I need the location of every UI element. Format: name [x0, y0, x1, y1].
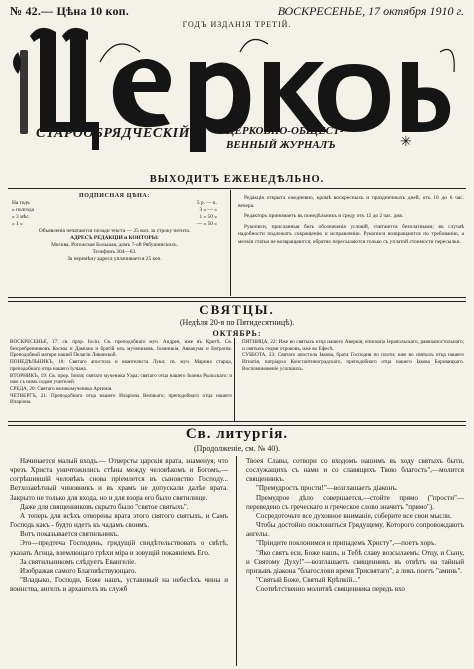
article-paragraph: Это—предтеча Господень, грядущій свидѣтельствовать о свѣтѣ, указать Агнца, вземлющаго грѣхи міра и зовущій покаяніемъ Его.: [10, 539, 228, 557]
note-paragraph: Рукописи, присланныя безъ обозначенія условій, считаются безплатными; въ случаѣ надобности подлежатъ сокращенію и исправленію. Рукописи возвращаются по требованію, а мелкія статьи не возвращаются; обратно пересылаются только съ уплатой стоимости пересылки.: [238, 223, 464, 245]
ads-price: Объявленія печатаются позади текста — 25 коп. за строку петита.: [38, 228, 191, 234]
frequency-line: ВЫХОДИТЪ ЕЖЕНЕДѢЛЬНО.: [149, 174, 325, 185]
article-left-column: [10, 457, 228, 594]
article-subtitle: (Продолженіе, см. № 40).: [193, 444, 281, 453]
address-change-fee: За перемѣну адреса уплачивается 25 коп.: [67, 256, 162, 262]
masthead-subtitle-3: ВЕННЫЙ ЖУРНАЛЪ: [226, 139, 336, 151]
row-value: 3 » — »: [199, 207, 217, 213]
subscription-box: [12, 193, 217, 263]
divider: [8, 188, 466, 189]
article-paragraph: Сосредоточьте все духовное вниманіе, соберите все свои мысли.: [256, 511, 452, 520]
article-paragraph: "Яко святъ еси, Боже нашъ, и Тебѣ славу возсылаемъ: Отцу, и Сыну, и Святому Духу!"—возглашаетъ священникъ въ отвѣтъ на тайный призывъ діакона "благослови время Трисвятаго", а ликъ поетъ "аминь".: [246, 548, 464, 575]
article-paragraph: За святильникомъ слѣдуетъ Евангеліе.: [20, 557, 137, 566]
subscription-row: [12, 214, 217, 221]
note-paragraph: Редакція открыта ежедневно, кромѣ воскресныхъ и праздничныхъ дней, отъ 10 до 6 час. вечера.: [238, 195, 464, 209]
article-paragraph: Твоея Славы, сотвори со входомъ нашимъ въ ходу святыхъ быти, сослужащихъ съ нами и со славящихъ Твою благость",—молится священникъ.: [246, 457, 464, 484]
calendar-entry: ПЯТНИЦА, 22: Иже во святыхъ отца нашего Аверкія, епископа Іерапольскаго, равноапостольнаго; и святыхъ седми отроковъ, иже во Ефесѣ.: [242, 339, 464, 352]
note-paragraph: Редакторъ принимаетъ въ понедѣльникъ и среду отъ 12 до 2 час. дня.: [244, 213, 404, 220]
article-paragraph: Чтобы достойно поклониться Грядущему, Которого сопровождаютъ ангелы.: [246, 521, 464, 539]
article-paragraph: Даже для священниковъ скрыто было "святое святыхъ".: [20, 502, 189, 511]
article-right-column: [246, 457, 464, 594]
masthead-subtitle-1: СТАРООБРЯДЧЕСКІЙ: [36, 126, 190, 141]
article-paragraph: А теперь для всѣхъ отворены врата этого святого святыхъ, и Самъ Господь какъ - будто идетъ къ чадамъ своимъ.: [10, 511, 228, 530]
calendar-entry: СУББОТА, 23: Святаго апостола Іакова, брата Господня по плоти; иже во святыхъ отца нашего Игнатія, патріарха Константиноградскаго, преподобнаго отца нашего Іакова Боровицкаго. Воспоминовеніе усопшихъ.: [242, 352, 464, 372]
ornament-icon: ✳: [400, 135, 412, 150]
subscription-rows: [12, 200, 217, 228]
column-divider: [230, 190, 231, 296]
article-paragraph: Изображая самого Благовѣствующаго.: [20, 566, 137, 575]
masthead-subtitle-2: ЦЕРКОВНО-ОБЩЕСТ-: [226, 125, 344, 137]
article-paragraph: "Пріидите поклонимся и припадемъ Христу",—поетъ хоръ.: [256, 539, 437, 548]
calendar-right-column: [242, 339, 464, 373]
article-paragraph: Премудрое дѣло совершается,—стойте прямо ("прости"—переведено съ греческаго и греческое слово значитъ "прямо").: [246, 493, 464, 511]
calendar-entry: ПОНЕДѢЛЬНИКЪ, 18: Святаго апостола и евангелиста Луки; св. муч. Марина старца, преподобнаго отца нашего Іуліана.: [10, 359, 232, 372]
calendar-month: ОКТЯБРЬ:: [212, 329, 262, 338]
calendar-subtitle: (Недѣля 20-я по Пятидесятницѣ).: [179, 318, 295, 327]
publication-year: ГОДЪ ИЗДАНІЯ ТРЕТІЙ.: [182, 20, 292, 29]
subscription-title: ПОДПИСНАЯ ЦѢНА:: [79, 193, 150, 199]
article-paragraph: "Святый Боже, Святый Крѣпкій...": [256, 576, 361, 585]
article-paragraph: Соотвѣтственно молитвѣ священника передъ вхо: [256, 585, 405, 594]
row-value: — » 50 »: [196, 221, 217, 227]
calendar-entry: СРЕДА, 20: Святаго великомученика Артемія.: [10, 385, 113, 392]
calendar-entry: ВОСКРЕСЕНЬЕ, 17: св. прор. Іосіи. Св. преподобнаго муч. Андрея, иже въ Критѣ. Св. безсребренниковъ Космы и Даміана и братій ихъ мучениковъ. Іоанникія, Аввакума и Евтропія. Преподобной матери нашей Пелагіи Ливанской.: [10, 339, 232, 359]
column-divider: [236, 456, 237, 666]
row-label: » 1 »: [12, 221, 23, 227]
calendar-entry: ВТОРНИКЪ, 19: Св. прор. Іоиля; святаго мученика Уара; святаго отца нашего Іоанна Рыльскаго; и иже съ нимъ седми учителей.: [10, 372, 232, 386]
article-paragraph: "Владыко, Господи, Боже нашъ, уставивый на небесѣхъ чины и воинства, ангелъ и архангелъ въ служб: [10, 576, 228, 594]
column-divider: [234, 338, 235, 422]
row-label: » 3 мѣс.: [12, 214, 31, 220]
article-paragraph: Вотъ показывается святильникъ.: [20, 530, 119, 539]
calendar-title: СВЯТЦЫ.: [199, 302, 275, 317]
article-paragraph: Начинается малый входъ.— Отверсты царскія врата, знаменуя, что чрезъ Христа уничтожились стѣны между человѣкомъ и Богомъ,—согрѣшившій человѣкъ снова пріемлется въ сыновство Господу... Ветхозавѣтный чиновникъ и въ храмъ не допускали далѣе врата. Закрыто не только для входа, но и для взора его было святилище.: [10, 457, 228, 502]
row-value: 5 р. — к.: [196, 200, 217, 206]
issue-date: ВОСКРЕСЕНЬЕ, 17 октября 1910 г.: [277, 4, 464, 18]
address: Москва, Рогожская Большая, домъ 7-ой Рябушинскихъ.: [51, 242, 178, 248]
address-title: АДРЕСЪ РЕДАКЦІИ и КОНТОРЫ:: [70, 235, 159, 241]
calendar-left-column: [10, 339, 232, 406]
row-label: » полгода: [12, 207, 34, 213]
phone: Телефонъ 304—63.: [92, 249, 137, 255]
row-label: На годъ: [12, 200, 30, 206]
article-title: Св. литургія.: [185, 426, 289, 442]
editorial-notes: [238, 195, 464, 250]
subscription-row: [12, 221, 217, 228]
article-paragraph: "Премудрость прости!"—возглашаетъ діаконъ.: [256, 484, 398, 493]
issue-number: № 42.— Цѣна 10 коп.: [10, 4, 129, 18]
subscription-row: [12, 207, 217, 214]
subscription-row: [12, 200, 217, 207]
calendar-entry: ЧЕТВЕРГЪ, 21: Преподобнаго отца нашего Иларіона Великаго; преподобнаго отца нашего Иларіона.: [10, 392, 232, 406]
row-value: 1 » 50 »: [199, 214, 217, 220]
masthead: [0, 22, 474, 172]
